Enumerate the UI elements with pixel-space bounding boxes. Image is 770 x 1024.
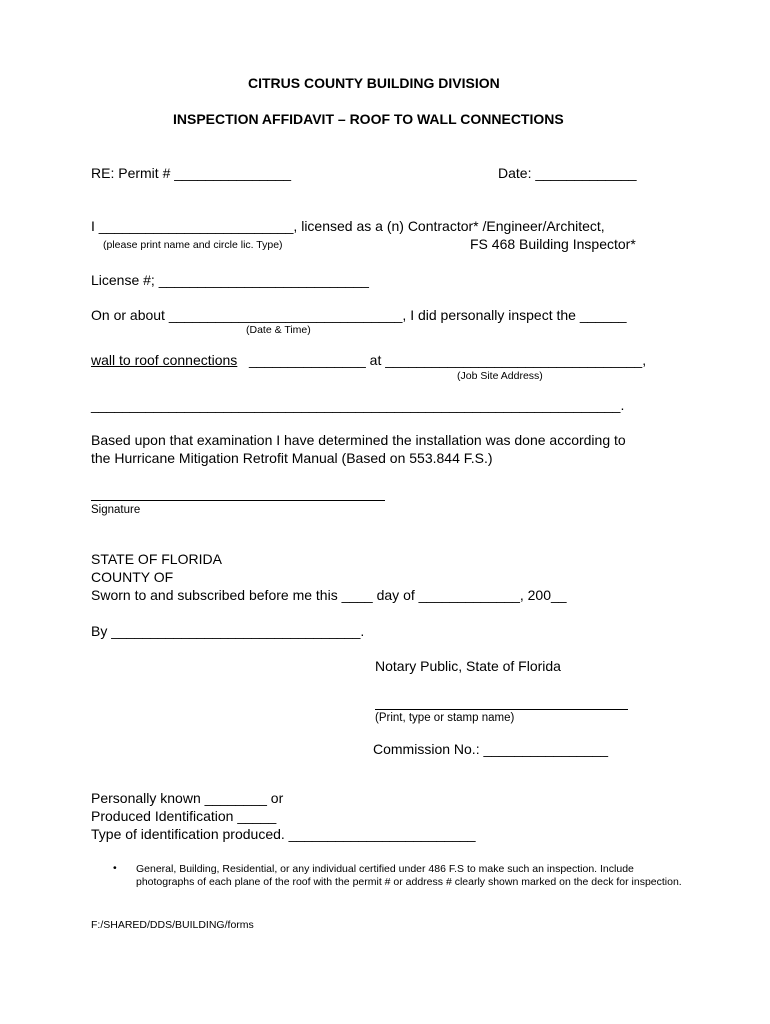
- sworn-statement-field[interactable]: Sworn to and subscribed before me this ____ day of _____________, 200__: [91, 587, 567, 603]
- license-field[interactable]: License #; ___________________________: [91, 272, 369, 288]
- signature-label: Signature: [91, 504, 141, 516]
- inspection-date-field[interactable]: On or about ______________________________, I did personally inspect the ______: [91, 307, 627, 323]
- by-field[interactable]: By ________________________________.: [91, 623, 365, 639]
- notary-name-line[interactable]: [375, 709, 628, 710]
- date-time-hint: (Date & Time): [246, 324, 311, 336]
- job-site-hint: (Job Site Address): [457, 370, 543, 382]
- document-subtitle: INSPECTION AFFIDAVIT – ROOF TO WALL CONNECTIONS: [173, 111, 564, 127]
- examination-statement-line2: the Hurricane Mitigation Retrofit Manual (Based on 553.844 F.S.): [91, 450, 493, 466]
- permit-field[interactable]: RE: Permit # _______________: [91, 165, 292, 181]
- date-field[interactable]: Date: _____________: [498, 165, 637, 181]
- commission-number-field[interactable]: Commission No.: ________________: [373, 741, 609, 757]
- footer-path: F:/SHARED/DDS/BUILDING/forms: [91, 919, 254, 931]
- identification-type-field[interactable]: Type of identification produced. ________________________: [91, 826, 476, 842]
- name-hint: (please print name and circle lic. Type): [103, 239, 283, 251]
- county-label: COUNTY OF: [91, 569, 174, 585]
- personally-known-field[interactable]: Personally known ________ or: [91, 790, 284, 806]
- footnote-text: General, Building, Residential, or any individual certified under 486 F.S to make such an inspection. Include photographs of each plane of the roof with the permit # or address # clearly shown marked on the deck for inspection.: [136, 863, 682, 889]
- wall-roof-connections-label: wall to roof connections: [91, 352, 238, 368]
- signature-line[interactable]: [91, 500, 385, 501]
- examination-statement-line1: Based upon that examination I have determined the installation was done according to: [91, 432, 626, 448]
- bullet-icon: •: [113, 862, 117, 874]
- fs-inspector-label: FS 468 Building Inspector*: [470, 236, 636, 252]
- produced-identification-field[interactable]: Produced Identification _____: [91, 808, 277, 824]
- job-site-address-field[interactable]: _______________ at _________________________________,: [249, 352, 647, 368]
- notary-public-label: Notary Public, State of Florida: [375, 658, 561, 674]
- print-name-hint: (Print, type or stamp name): [375, 712, 515, 724]
- document-title: CITRUS COUNTY BUILDING DIVISION: [248, 75, 500, 91]
- state-label: STATE OF FLORIDA: [91, 551, 222, 567]
- address-continuation-field[interactable]: ____________________________________________________________________.: [91, 397, 625, 413]
- licensed-name-field[interactable]: I _________________________, licensed as a (n) Contractor* /Engineer/Architect,: [91, 218, 605, 234]
